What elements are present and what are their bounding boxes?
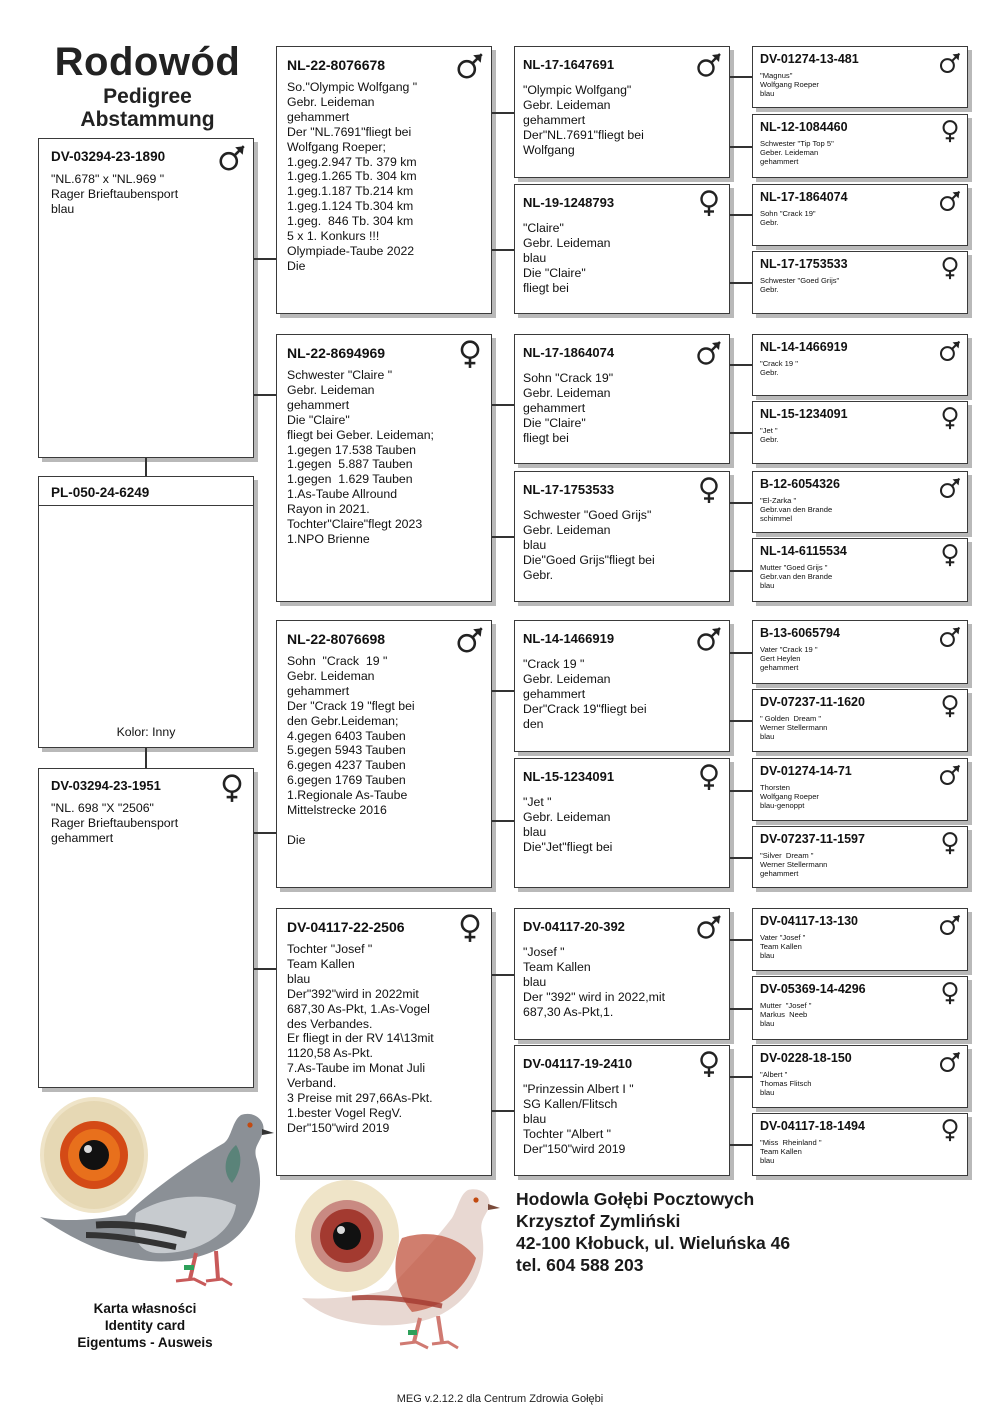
female-icon xyxy=(938,543,962,567)
connector xyxy=(730,1144,752,1146)
gen4-details: Mutter "Josef " Markus Neeb blau xyxy=(760,1001,812,1028)
connector-subject-dam xyxy=(145,748,147,768)
connector xyxy=(492,249,514,251)
gen4-details: "El-Zarka " Gebr.van den Brande schimmel xyxy=(760,496,833,523)
connector xyxy=(730,432,752,434)
male-icon xyxy=(695,625,723,653)
gen4-card xyxy=(752,334,968,396)
great-grandparent-details: "Olympic Wolfgang" Gebr. Leideman gehammert Der"NL.7691"fliegt bei Wolfgang xyxy=(523,83,644,157)
breeder-line: Hodowla Gołębi Pocztowych xyxy=(516,1189,755,1209)
gen4-card xyxy=(752,114,968,178)
female-icon xyxy=(695,1050,723,1078)
connector xyxy=(730,282,752,284)
female-icon xyxy=(938,119,962,143)
gen4-card xyxy=(752,1113,968,1176)
male-icon xyxy=(938,1050,962,1074)
grandparent-ring: NL-22-8076698 xyxy=(287,631,386,647)
gen4-details: Vater "Josef " Team Kallen blau xyxy=(760,933,806,960)
male-icon xyxy=(938,476,962,500)
gen4-card xyxy=(752,471,968,533)
gen4-ring: DV-07237-11-1620 xyxy=(760,695,865,709)
great-grandparent-ring: NL-17-1753533 xyxy=(523,482,615,497)
gen4-details: "Albert " Thomas Flitsch blau xyxy=(760,1070,812,1097)
gen4-ring: NL-14-6115534 xyxy=(760,544,847,558)
gen4-details: Sohn "Crack 19" Gebr. xyxy=(760,209,816,227)
gen4-ring: B-12-6054326 xyxy=(760,477,840,491)
subject-card xyxy=(38,476,254,748)
gen4-ring: NL-17-1864074 xyxy=(760,190,848,204)
pedigree-title: Rodowód xyxy=(54,40,241,84)
gen4-details: Mutter "Goed Grijs " Gebr.van den Brande blau xyxy=(760,563,833,590)
connector xyxy=(730,1076,752,1078)
breeder-line: Krzysztof Zymliński xyxy=(516,1211,681,1231)
gen4-card xyxy=(752,401,968,464)
card-line-pl: Karta własności xyxy=(93,1301,197,1316)
male-icon xyxy=(938,189,962,213)
connector xyxy=(730,790,752,792)
gen4-details: "Crack 19 " Gebr. xyxy=(760,359,798,377)
gen4-details: "Magnus" Wolfgang Roeper blau xyxy=(760,71,819,98)
connector xyxy=(254,832,276,834)
gen4-details: Schwester "Goed Grijs" Gebr. xyxy=(760,276,840,294)
gen4-ring: DV-04117-18-1494 xyxy=(760,1119,865,1133)
male-icon xyxy=(217,143,247,173)
gen4-card xyxy=(752,976,968,1040)
connector xyxy=(730,720,752,722)
gen4-details: "Silver Dream " Werner Stellermann gehammert xyxy=(760,851,828,878)
sire-card xyxy=(38,138,254,458)
gen4-ring: DV-04117-13-130 xyxy=(760,914,858,928)
dam-card xyxy=(38,768,254,1088)
great-grandparent-details: "Prinzessin Albert I " SG Kallen/Flitsch blau Tochter "Albert " Der"150"wird 2019 xyxy=(523,1082,634,1156)
female-icon xyxy=(938,256,962,280)
gen4-card xyxy=(752,689,968,752)
connector xyxy=(492,536,514,538)
great-grandparent-card xyxy=(514,334,730,464)
male-icon xyxy=(938,51,962,75)
gen4-details: " Golden Dream " Werner Stellermann blau xyxy=(760,714,828,741)
connector xyxy=(730,76,752,78)
grandparent-card xyxy=(276,620,492,888)
pedigree-subtitle-de: Abstammung xyxy=(80,108,215,131)
great-grandparent-card xyxy=(514,1045,730,1176)
female-icon xyxy=(455,339,485,369)
great-grandparent-card xyxy=(514,46,730,178)
card-line-en: Identity card xyxy=(104,1318,186,1333)
gen4-details: Vater "Crack 19 " Gert Heylen gehammert xyxy=(760,645,818,672)
great-grandparent-card xyxy=(514,471,730,602)
great-grandparent-details: "Josef " Team Kallen blau Der "392" wird in 2022,mit 687,30 As-Pkt,1. xyxy=(523,945,666,1019)
female-icon xyxy=(217,773,247,803)
pigeon-eye-icon xyxy=(295,1180,399,1292)
dam-ring: DV-03294-23-1951 xyxy=(51,778,161,793)
connector xyxy=(730,146,752,148)
great-grandparent-ring: NL-14-1466919 xyxy=(523,631,615,646)
male-icon xyxy=(695,51,723,79)
great-grandparent-card xyxy=(514,620,730,752)
subject-ring: PL-050-24-6249 xyxy=(51,485,150,500)
sire-ring: DV-03294-23-1890 xyxy=(51,149,166,164)
gen4-ring: NL-17-1753533 xyxy=(760,257,848,271)
gen4-card xyxy=(752,251,968,314)
connector xyxy=(254,968,276,970)
great-grandparent-card xyxy=(514,758,730,888)
identity-card-caption xyxy=(30,1300,260,1351)
male-icon xyxy=(695,339,723,367)
gen4-card xyxy=(752,46,968,108)
male-icon xyxy=(455,51,485,81)
great-grandparent-details: "Claire" Gebr. Leideman blau Die "Claire" fliegt bei xyxy=(523,221,611,295)
female-icon xyxy=(938,694,962,718)
grandparent-details: Sohn "Crack 19 " Gebr. Leideman gehammert Der "Crack 19 "flegt bei den Gebr.Leideman; 4.gegen 6403 Tauben 5.gegen 5943 Tauben 6.gegen 4237 Tauben 6.gegen 1769 Tauben 1.Regionale As-Taube Mittelstrecke 2016 Die xyxy=(287,654,415,847)
grandparent-details: Schwester "Claire " Gebr. Leideman gehammert Die "Claire" fliegt bei Geber. Leideman; 1.gegen 17.538 Tauben 1.gegen 5.887 Tauben 1.gegen 1.629 Tauben 1.As-Taube Allround Rayon in 2021. Tochter"Claire"flegt 2023 1.NPO Brienne xyxy=(287,368,434,546)
grandparent-ring: NL-22-8694969 xyxy=(287,345,386,361)
gen4-ring: NL-15-1234091 xyxy=(760,407,848,421)
female-icon xyxy=(938,406,962,430)
breeder-phone: tel. 604 588 203 xyxy=(516,1255,644,1275)
great-grandparent-details: Sohn "Crack 19" Gebr. Leideman gehammert Die "Claire" fliegt bei xyxy=(523,371,614,445)
gen4-card xyxy=(752,826,968,888)
connector xyxy=(492,974,514,976)
connector xyxy=(492,690,514,692)
grandparent-card xyxy=(276,908,492,1176)
card-line-de: Eigentums - Ausweis xyxy=(77,1335,213,1350)
connector xyxy=(730,364,752,366)
great-grandparent-ring: NL-19-1248793 xyxy=(523,195,615,210)
male-icon xyxy=(938,339,962,363)
gen4-card xyxy=(752,184,968,246)
male-icon xyxy=(938,625,962,649)
gen4-ring: DV-07237-11-1597 xyxy=(760,832,865,846)
gen4-details: Thorsten Wolfgang Roeper blau-genoppt xyxy=(760,783,819,810)
connector xyxy=(730,652,752,654)
connector xyxy=(254,394,276,396)
female-icon xyxy=(938,831,962,855)
grandparent-details: So."Olympic Wolfgang " Gebr. Leideman gehammert Der "NL.7691"fliegt bei Wolfgang Roeper; 1.geg.2.947 Tb. 379 km 1.geg.1.265 Tb. 304 km 1.geg.1.187 Tb.214 km 1.geg.1.124 Tb.304 km 1.geg. 846 Tb. 304 km 5 x 1. Konkurs !!! Olympiade-Taube 2022 Die xyxy=(287,80,418,273)
great-grandparent-card xyxy=(514,908,730,1040)
connector xyxy=(730,1008,752,1010)
gen4-card xyxy=(752,620,968,684)
great-grandparent-details: Schwester "Goed Grijs" Gebr. Leideman blau Die"Goed Grijs"fliegt bei Gebr. xyxy=(523,508,655,582)
connector-sire-subject xyxy=(145,458,147,476)
male-icon xyxy=(695,913,723,941)
gen4-ring: NL-14-1466919 xyxy=(760,340,848,354)
gen4-card xyxy=(752,758,968,821)
pigeon-red-illustration xyxy=(292,1178,502,1358)
subject-divider xyxy=(39,505,253,506)
dam-details: "NL. 698 "X "2506" Rager Brieftaubensport gehammert xyxy=(51,801,179,845)
grandparent-ring: DV-04117-22-2506 xyxy=(287,919,405,935)
connector xyxy=(730,214,752,216)
female-icon xyxy=(938,981,962,1005)
male-icon xyxy=(938,763,962,787)
great-grandparent-details: "Jet " Gebr. Leideman blau Die"Jet"fliegt bei xyxy=(523,795,613,854)
connector xyxy=(730,857,752,859)
female-icon xyxy=(938,1118,962,1142)
grandparent-details: Tochter "Josef " Team Kallen blau Der"392"wird in 2022mit 687,30 As-Pkt, 1.As-Vogel des Verbandes. Er fliegt in der RV 14\13mit 1120,58 As-Pkt. 7.As-Taube im Monat Juli Verband. 3 Preise mit 297,66As-Pkt. 1.bester Vogel RegV. Der"150"wird 2019 xyxy=(287,942,434,1135)
grandparent-card xyxy=(276,46,492,314)
great-grandparent-card xyxy=(514,184,730,314)
great-grandparent-ring: NL-15-1234091 xyxy=(523,769,615,784)
pedigree-subtitle-en: Pedigree xyxy=(103,85,192,108)
female-icon xyxy=(695,189,723,217)
connector xyxy=(254,258,276,260)
connector xyxy=(492,1110,514,1112)
great-grandparent-ring: NL-17-1864074 xyxy=(523,345,615,360)
connector xyxy=(730,939,752,941)
sire-details: "NL.678" x "NL.969 " Rager Brieftaubensport blau xyxy=(51,172,179,216)
great-grandparent-ring: NL-17-1647691 xyxy=(523,57,615,72)
gen4-details: "Miss Rheinland " Team Kallen blau xyxy=(760,1138,822,1165)
gen4-ring: DV-01274-13-481 xyxy=(760,52,859,66)
grandparent-card xyxy=(276,334,492,602)
great-grandparent-ring: DV-04117-19-2410 xyxy=(523,1056,633,1071)
subject-color: Kolor: Inny xyxy=(116,725,176,739)
gen4-card xyxy=(752,538,968,602)
great-grandparent-details: "Crack 19 " Gebr. Leideman gehammert Der"Crack 19"fliegt bei den xyxy=(523,657,647,731)
female-icon xyxy=(695,763,723,791)
connector xyxy=(492,112,514,114)
great-grandparent-ring: DV-04117-20-392 xyxy=(523,919,625,934)
gen4-details: Schwester "Tip Top 5" Geber. Leideman gehammert xyxy=(760,139,834,166)
gen4-details: "Jet " Gebr. xyxy=(760,426,779,444)
gen4-ring: B-13-6065794 xyxy=(760,626,840,640)
gen4-ring: DV-01274-14-71 xyxy=(760,764,852,778)
breeder-info xyxy=(516,1188,790,1276)
male-icon xyxy=(455,625,485,655)
breeder-line: 42-100 Kłobuck, ul. Wieluńska 46 xyxy=(516,1233,791,1253)
footer-credit: MEG v.2.12.2 dla Centrum Zdrowia Gołębi xyxy=(396,1393,604,1405)
connector xyxy=(492,404,514,406)
gen4-ring: DV-05369-14-4296 xyxy=(760,982,866,996)
gen4-ring: NL-12-1084460 xyxy=(760,120,848,134)
connector xyxy=(730,502,752,504)
grandparent-ring: NL-22-8076678 xyxy=(287,57,386,73)
male-icon xyxy=(938,913,962,937)
female-icon xyxy=(455,913,485,943)
connector xyxy=(492,820,514,822)
pigeon-grey-illustration xyxy=(36,1095,276,1295)
pigeon-eye-icon xyxy=(40,1097,148,1213)
gen4-card xyxy=(752,908,968,971)
female-icon xyxy=(695,476,723,504)
gen4-ring: DV-0228-18-150 xyxy=(760,1051,852,1065)
connector xyxy=(730,570,752,572)
gen4-card xyxy=(752,1045,968,1108)
